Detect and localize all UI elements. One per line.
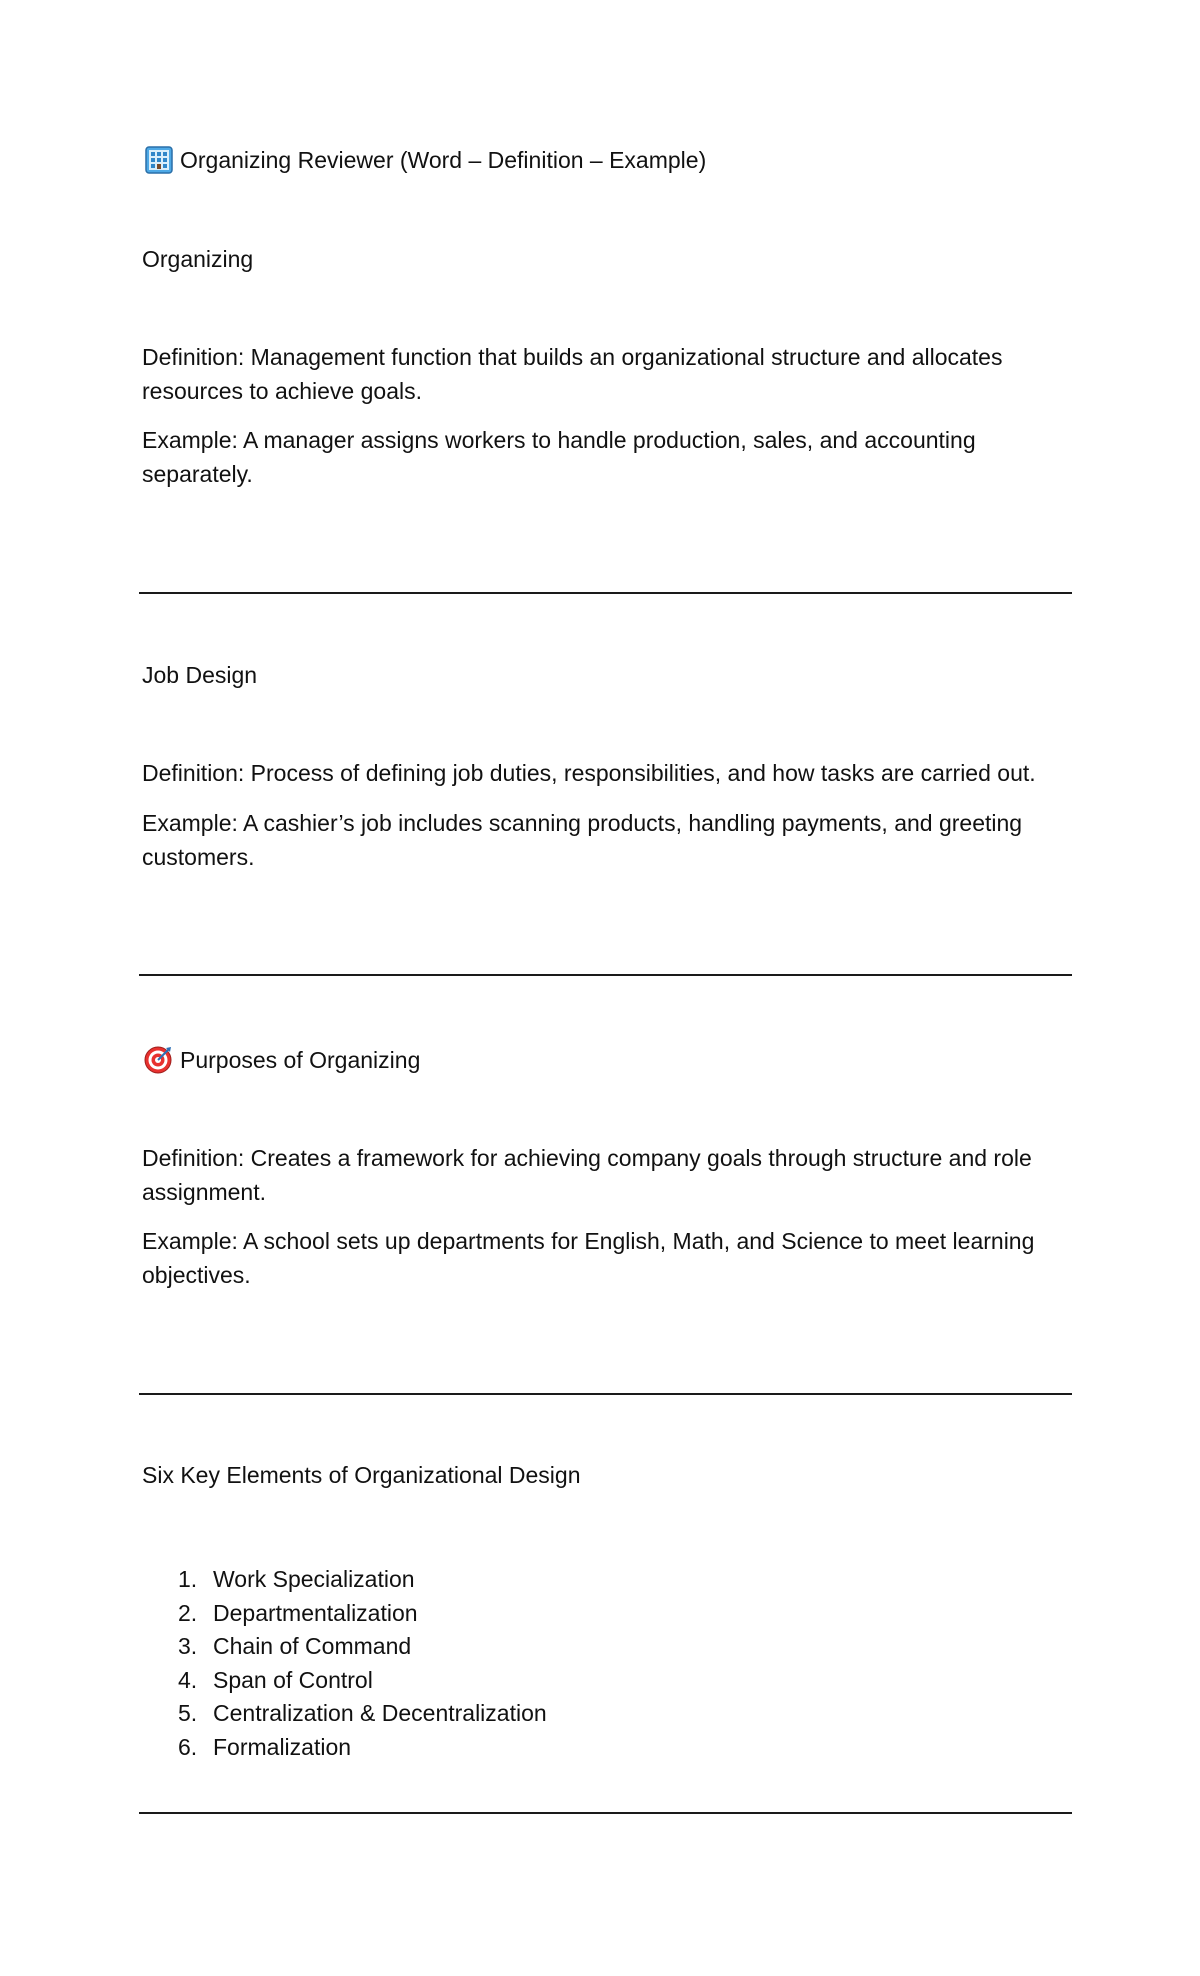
- list-number: 4.: [178, 1666, 198, 1693]
- example-job-design: Example: A cashier’s job includes scanning products, handling payments, and greeting customers.: [142, 810, 1023, 870]
- list-number: 2.: [178, 1599, 198, 1626]
- term-organizing: Organizing: [142, 246, 254, 272]
- list-item-label: Departmentalization: [213, 1599, 418, 1626]
- term-job-design: Job Design: [142, 662, 258, 688]
- list-number: 3.: [178, 1633, 198, 1660]
- section-divider: [139, 974, 1072, 976]
- list-item: [142, 1731, 547, 1765]
- list-number: 5.: [178, 1700, 198, 1727]
- list-item-label: Span of Control: [213, 1666, 373, 1693]
- example-purposes-of-organizing: Example: A school sets up departments for English, Math, and Science to meet learning objectives.: [142, 1228, 1035, 1288]
- section-divider: [139, 1812, 1072, 1814]
- list-item: [142, 1630, 547, 1664]
- list-number: 1.: [178, 1566, 198, 1592]
- list-item-label: Work Specialization: [213, 1566, 415, 1592]
- definition-organizing: Definition: Management function that builds an organizational structure and allocates resources to achieve goals.: [142, 344, 1003, 404]
- list-item: [142, 1697, 547, 1731]
- list-number: 6.: [178, 1733, 198, 1760]
- list-item: [142, 1664, 547, 1698]
- term-purposes-of-organizing: Purposes of Organizing: [180, 1047, 421, 1073]
- list-item-label: Centralization & Decentralization: [213, 1700, 547, 1727]
- section-divider: [139, 592, 1072, 594]
- list-item: [142, 1563, 547, 1597]
- key-elements-list: [142, 1563, 547, 1765]
- document-title: Organizing Reviewer (Word – Definition – Example): [180, 147, 707, 173]
- example-organizing: Example: A manager assigns workers to handle production, sales, and accounting separately.: [142, 427, 976, 487]
- definition-purposes-of-organizing: Definition: Creates a framework for achieving company goals through structure and role assignment.: [142, 1145, 1032, 1205]
- list-item: [142, 1597, 547, 1631]
- list-item-label: Chain of Command: [213, 1633, 412, 1660]
- section-divider: [139, 1393, 1072, 1395]
- building-icon: [145, 146, 173, 174]
- definition-job-design: Definition: Process of defining job duties, responsibilities, and how tasks are carried out.: [142, 760, 1036, 786]
- list-item-label: Formalization: [213, 1733, 352, 1760]
- target-icon: [144, 1046, 172, 1074]
- term-six-key-elements: Six Key Elements of Organizational Design: [142, 1462, 581, 1488]
